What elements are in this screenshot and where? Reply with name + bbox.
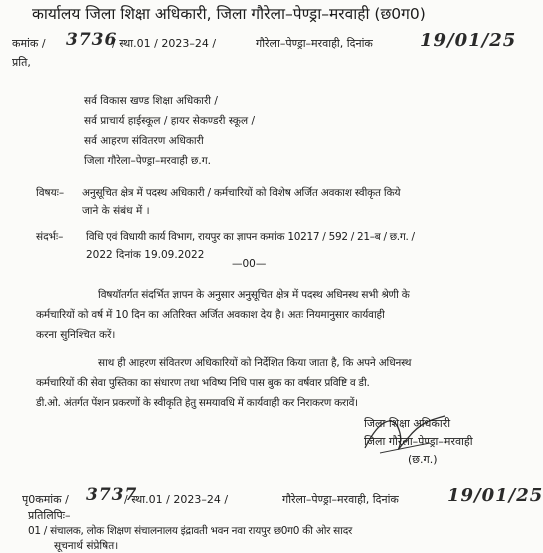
subject-label: विषयः–	[36, 187, 65, 199]
paragraph-line: साथ ही आहरण संवितरण अधिकारियों को निर्देशित किया जाता है, कि अपने अधिनस्थ	[98, 357, 412, 369]
subject-line-1: अनुसूचित क्षेत्र में पदस्थ अधिकारी / कर्मचारियों को विशेष अर्जित अवकाश स्वीकृत किये	[82, 187, 401, 199]
prati-label: प्रति,	[12, 56, 31, 69]
paragraph-line: विषयॉतर्गत संदर्भित ज्ञापन के अनुसार अनुसूचित क्षेत्र में पदस्थ अधिनस्थ सभी श्रेणी के	[98, 289, 410, 301]
reference-label: संदर्भः–	[36, 231, 64, 243]
handwritten-endorsement-number: 3737	[86, 485, 138, 505]
endorsement-number-suffix: / स्था.01 / 2023–24 /	[124, 493, 229, 506]
office-title: कार्यालय जिला शिक्षा अधिकारी, जिला गौरेला–पेण्ड्रा–मरवाही (छ0ग0)	[32, 5, 426, 23]
reference-number-prefix: कमांक /	[12, 37, 46, 50]
recipient-line: सर्व प्राचार्य हाईस्कूल / हायर सेकण्डरी स्कूल /	[84, 115, 255, 127]
reference-number-suffix: / स्था.01 / 2023–24 /	[112, 37, 217, 50]
reference-line-1: विधि एवं विधायी कार्य विभाग, रायपुर का ज्ञापन कमांक 10217 / 592 / 21–ब / छ.ग. /	[86, 231, 415, 243]
signature-district: जिला गौरेला–पेण्ड्रा–मरवाही	[364, 435, 473, 448]
handwritten-ref-number: 3736	[66, 30, 118, 50]
signature-state: (छ.ग.)	[408, 453, 438, 466]
signature-designation: जिला शिक्षा अधिकारी	[364, 417, 451, 430]
subject-line-2: जाने के संबंध में ।	[82, 205, 150, 217]
reference-place-date: गौरेला–पेण्ड्रा–मरवाही, दिनांक	[256, 37, 373, 50]
recipient-line: जिला गौरेला–पेण्ड्रा–मरवाही छ.ग.	[84, 155, 211, 167]
endorsement-number-prefix: पृ0कमांक /	[22, 493, 69, 506]
paragraph-line: करना सुनिश्चित करें।	[36, 329, 116, 341]
paragraph-line: कर्मचारियों की सेवा पुस्तिका का संधारण तथा भविष्य निधि पास बुक का वर्षवार प्रविष्टि व डी.	[36, 377, 370, 389]
endorsement-place-date: गौरेला–पेण्ड्रा–मरवाही, दिनांक	[282, 493, 399, 506]
copy-item-1-line-2: सूचनार्थ संप्रेषित।	[54, 540, 119, 552]
recipient-line: सर्व विकास खण्ड शिक्षा अधिकारी /	[84, 95, 218, 107]
paragraph-line: कर्मचारियों को वर्ष में 10 दिन का अतिरिक्त अर्जित अवकाश देय है। अतः नियमानुसार कार्यवाही	[36, 309, 385, 321]
handwritten-date: 19/01/25	[420, 30, 517, 51]
handwritten-endorsement-date: 19/01/25	[447, 485, 543, 506]
reference-line-2: 2022 दिनांक 19.09.2022	[86, 249, 205, 261]
copy-item-1-line-1: 01 / संचालक, लोक शिक्षण संचालनालय इंद्रावती भवन नवा रायपुर छ0ग0 की ओर सादर	[28, 525, 352, 537]
paragraph-line: डी.ओ. अंतर्गत पेंशन प्रकरणों के स्वीकृति हेतु समयावधि में कार्यवाही कर निराकरण करावें।	[36, 397, 358, 409]
separator-mark: —00—	[232, 258, 267, 270]
copy-label: प्रतिलिपिः–	[28, 509, 71, 522]
recipient-line: सर्व आहरण संवितरण अधिकारी	[84, 135, 204, 147]
